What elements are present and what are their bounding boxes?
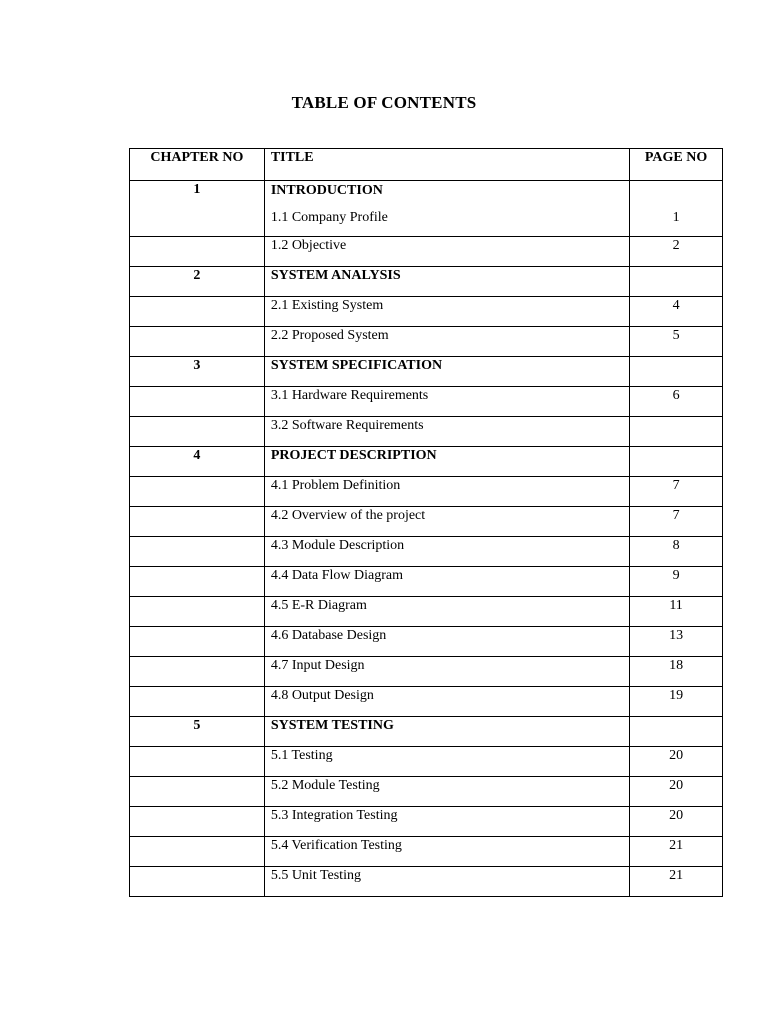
- title-cell: 5.4 Verification Testing: [264, 837, 629, 867]
- page-cell: 7: [630, 477, 723, 507]
- title-cell: SYSTEM SPECIFICATION: [264, 357, 629, 387]
- table-header-row: [130, 149, 723, 181]
- title-cell: 5.3 Integration Testing: [264, 807, 629, 837]
- header-chapter-no: CHAPTER NO: [130, 149, 265, 181]
- table-row: [130, 477, 723, 507]
- title-cell: 4.3 Module Description: [264, 537, 629, 567]
- chapter-cell: [130, 567, 265, 597]
- header-page-no: PAGE NO: [630, 149, 723, 181]
- chapter-cell: [130, 417, 265, 447]
- chapter-cell: [130, 777, 265, 807]
- chapter-cell: 2: [130, 267, 265, 297]
- chapter-cell: [130, 507, 265, 537]
- table-row: [130, 747, 723, 777]
- chapter-cell: [130, 387, 265, 417]
- title-cell: SYSTEM ANALYSIS: [264, 267, 629, 297]
- page-cell: 20: [630, 747, 723, 777]
- title-cell: 4.7 Input Design: [264, 657, 629, 687]
- chapter-cell: [130, 297, 265, 327]
- chapter-cell: 1: [130, 181, 265, 237]
- page-cell: 4: [630, 297, 723, 327]
- chapter-cell: [130, 597, 265, 627]
- chapter-cell: [130, 807, 265, 837]
- page-cell: 9: [630, 567, 723, 597]
- title-cell: 1.2 Objective: [264, 237, 629, 267]
- title-cell: 4.4 Data Flow Diagram: [264, 567, 629, 597]
- chapter-heading: INTRODUCTION: [270, 183, 383, 198]
- table-row: [130, 507, 723, 537]
- title-cell: 4.2 Overview of the project: [264, 507, 629, 537]
- page-cell: 19: [630, 687, 723, 717]
- table-row: [130, 597, 723, 627]
- chapter-cell: [130, 327, 265, 357]
- chapter-cell: [130, 867, 265, 897]
- table-row: [130, 387, 723, 417]
- table-row: [130, 807, 723, 837]
- page-cell: 20: [630, 807, 723, 837]
- table-row: [130, 237, 723, 267]
- table-row: [130, 777, 723, 807]
- title-cell: 4.5 E-R Diagram: [264, 597, 629, 627]
- chapter-cell: 3: [130, 357, 265, 387]
- table-row: [130, 627, 723, 657]
- header-title: TITLE: [264, 149, 629, 181]
- toc-table: [129, 148, 723, 897]
- title-cell: 5.1 Testing: [264, 747, 629, 777]
- page-cell: [630, 357, 723, 387]
- page-cell: [630, 267, 723, 297]
- page-cell: 18: [630, 657, 723, 687]
- chapter-cell: [130, 657, 265, 687]
- table-row: [130, 417, 723, 447]
- chapter-cell: [130, 747, 265, 777]
- title-cell: 3.2 Software Requirements: [264, 417, 629, 447]
- title-cell: 5.5 Unit Testing: [264, 867, 629, 897]
- page-number: 1: [672, 210, 680, 225]
- title-cell: [264, 181, 629, 237]
- chapter-cell: [130, 477, 265, 507]
- chapter-cell: [130, 837, 265, 867]
- title-cell: 4.1 Problem Definition: [264, 477, 629, 507]
- page-cell: 11: [630, 597, 723, 627]
- table-row: [130, 297, 723, 327]
- page-cell: [630, 717, 723, 747]
- page-cell: 7: [630, 507, 723, 537]
- table-row: [130, 567, 723, 597]
- title-cell: PROJECT DESCRIPTION: [264, 447, 629, 477]
- title-cell: 4.6 Database Design: [264, 627, 629, 657]
- chapter-cell: 5: [130, 717, 265, 747]
- page-cell: [630, 181, 723, 237]
- table-row: [130, 717, 723, 747]
- title-cell: 2.2 Proposed System: [264, 327, 629, 357]
- title-cell: 3.1 Hardware Requirements: [264, 387, 629, 417]
- page-cell: [630, 417, 723, 447]
- title-cell: 2.1 Existing System: [264, 297, 629, 327]
- chapter-cell: [130, 687, 265, 717]
- page-cell: 2: [630, 237, 723, 267]
- table-row: [130, 357, 723, 387]
- chapter-cell: [130, 537, 265, 567]
- table-row: [130, 837, 723, 867]
- title-cell: 5.2 Module Testing: [264, 777, 629, 807]
- table-row: [130, 327, 723, 357]
- page-cell: 6: [630, 387, 723, 417]
- table-row: [130, 657, 723, 687]
- page-cell: 13: [630, 627, 723, 657]
- page-title: TABLE OF CONTENTS: [291, 93, 477, 112]
- table-row: [130, 267, 723, 297]
- page-cell: 5: [630, 327, 723, 357]
- title-cell: 4.8 Output Design: [264, 687, 629, 717]
- title-cell: SYSTEM TESTING: [264, 717, 629, 747]
- chapter-cell: [130, 627, 265, 657]
- page-cell: 8: [630, 537, 723, 567]
- section-title: 1.1 Company Profile: [270, 210, 388, 225]
- table-row: [130, 447, 723, 477]
- table-row: [130, 687, 723, 717]
- chapter-cell: 4: [130, 447, 265, 477]
- chapter-cell: [130, 237, 265, 267]
- page-cell: 21: [630, 867, 723, 897]
- table-row: [130, 867, 723, 897]
- table-row: [130, 181, 723, 237]
- page-cell: 20: [630, 777, 723, 807]
- table-row: [130, 537, 723, 567]
- page-cell: [630, 447, 723, 477]
- page-cell: 21: [630, 837, 723, 867]
